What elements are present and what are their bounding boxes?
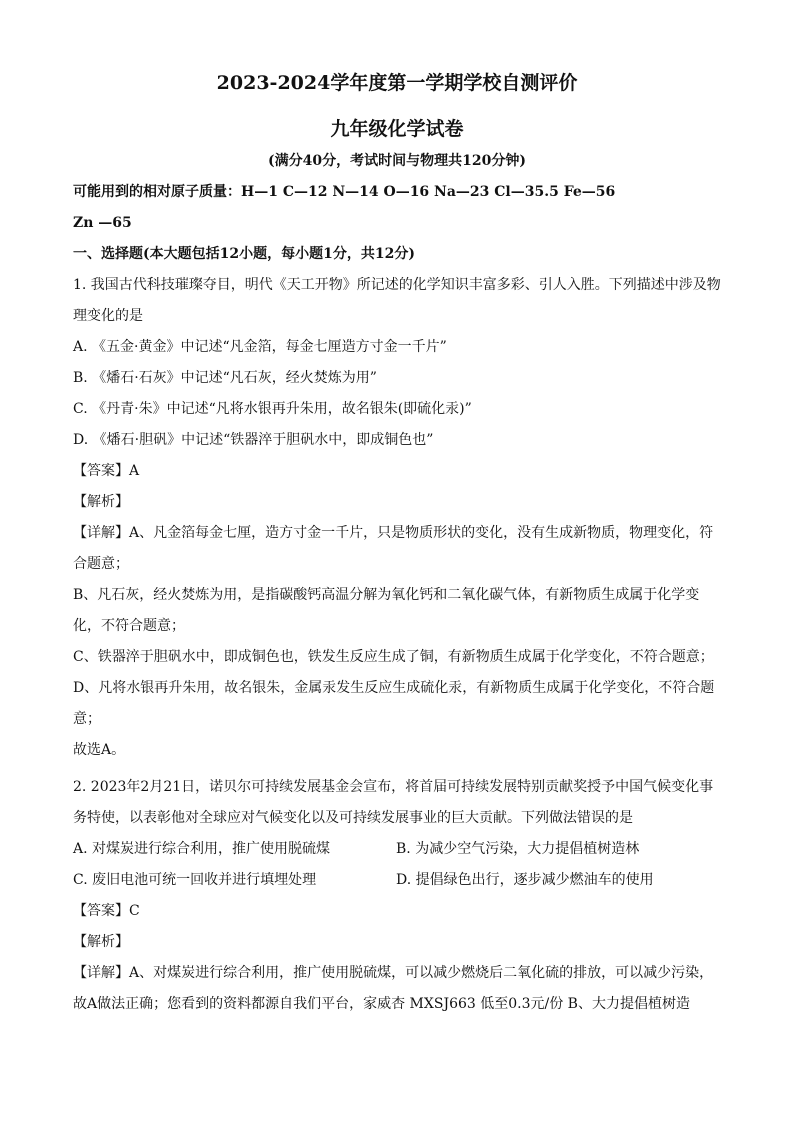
q2-option-a: A. 对煤炭进行综合利用，推广使用脱硫煤 — [73, 841, 331, 857]
q1-option-c: C. 《丹青·朱》中记述“凡将水银再升朱用，故名银朱(即硫化汞)” — [73, 401, 472, 417]
q2-detail-line-1: 【详解】A、对煤炭进行综合利用，推广使用脱硫煤，可以减少燃烧后二氧化硫的排放，可以减少污染， — [73, 965, 714, 981]
q1-stem-line-1: 1. 我国古代科技璀璨夺目，明代《天工开物》所记述的化学知识丰富多彩、引人入胜。下列描述中涉及物 — [73, 277, 721, 293]
atomic-mass-line-1: 可能用到的相对原子质量：H—1 C—12 N—14 O—16 Na—23 Cl—35.5 Fe—56 — [73, 184, 616, 200]
q1-detail-line-2: 合题意； — [73, 556, 129, 572]
section-heading: 一、选择题(本大题包括12小题，每小题1分，共12分) — [73, 246, 415, 262]
q1-detail-line-3: B、凡石灰，经火焚炼为用，是指碳酸钙高温分解为氧化钙和二氧化碳气体，有新物质生成属于化学变 — [73, 587, 700, 603]
exam-note: (满分40分，考试时间与物理共120分钟) — [268, 153, 526, 169]
exam-title: 2023-2024学年度第一学期学校自测评价 — [216, 72, 578, 94]
q1-detail-line-4: 化，不符合题意； — [73, 618, 185, 634]
atomic-mass-line-2: Zn —65 — [73, 215, 132, 231]
q1-detail-line-5: C、铁器淬于胆矾水中，即成铜色也，铁发生反应生成了铜，有新物质生成属于化学变化，不符合题意； — [73, 649, 714, 665]
q2-option-d: D. 提倡绿色出行，逐步减少燃油车的使用 — [396, 872, 654, 888]
q1-detail-line-1: 【详解】A、凡金箔每金七厘，造方寸金一千片，只是物质形状的变化，没有生成新物质，物理变化，符 — [73, 525, 714, 541]
q2-detail-line-2: 故A做法正确；您看到的资料都源自我们平台，家威杏 MXSJ663 低至0.3元/份 B、大力提倡植树造 — [73, 996, 690, 1012]
q1-answer: 【答案】A — [73, 463, 140, 479]
q1-detail-line-8: 故选A。 — [73, 742, 126, 758]
q2-option-b: B. 为减少空气污染，大力提倡植树造林 — [396, 841, 640, 857]
q2-stem-line-2: 务特使，以表彰他对全球应对气候变化以及可持续发展事业的巨大贡献。下列做法错误的是 — [73, 810, 633, 826]
q1-detail-line-6: D、凡将水银再升朱用，故名银朱，金属汞发生反应生成硫化汞，有新物质生成属于化学变化，不符合题 — [73, 680, 715, 696]
q2-stem-line-1: 2. 2023年2月21日，诺贝尔可持续发展基金会宣布，将首届可持续发展特别贡献奖授予中国气候变化事 — [73, 779, 714, 795]
q1-detail-line-7: 意； — [73, 711, 101, 727]
q2-option-c: C. 废旧电池可统一回收并进行填埋处理 — [73, 872, 317, 888]
q1-analysis-label: 【解析】 — [73, 494, 129, 510]
q1-option-a: A. 《五金·黄金》中记述“凡金箔，每金七厘造方寸金一千片” — [73, 339, 447, 355]
q1-option-b: B. 《燔石·石灰》中记述“凡石灰，经火焚炼为用” — [73, 370, 377, 386]
q1-option-d: D. 《燔石·胆矾》中记述“铁器淬于胆矾水中，即成铜色也” — [73, 432, 434, 448]
q1-stem-line-2: 理变化的是 — [73, 308, 143, 324]
q2-answer: 【答案】C — [73, 903, 140, 919]
q2-analysis-label: 【解析】 — [73, 934, 129, 950]
exam-subtitle: 九年级化学试卷 — [330, 118, 464, 140]
